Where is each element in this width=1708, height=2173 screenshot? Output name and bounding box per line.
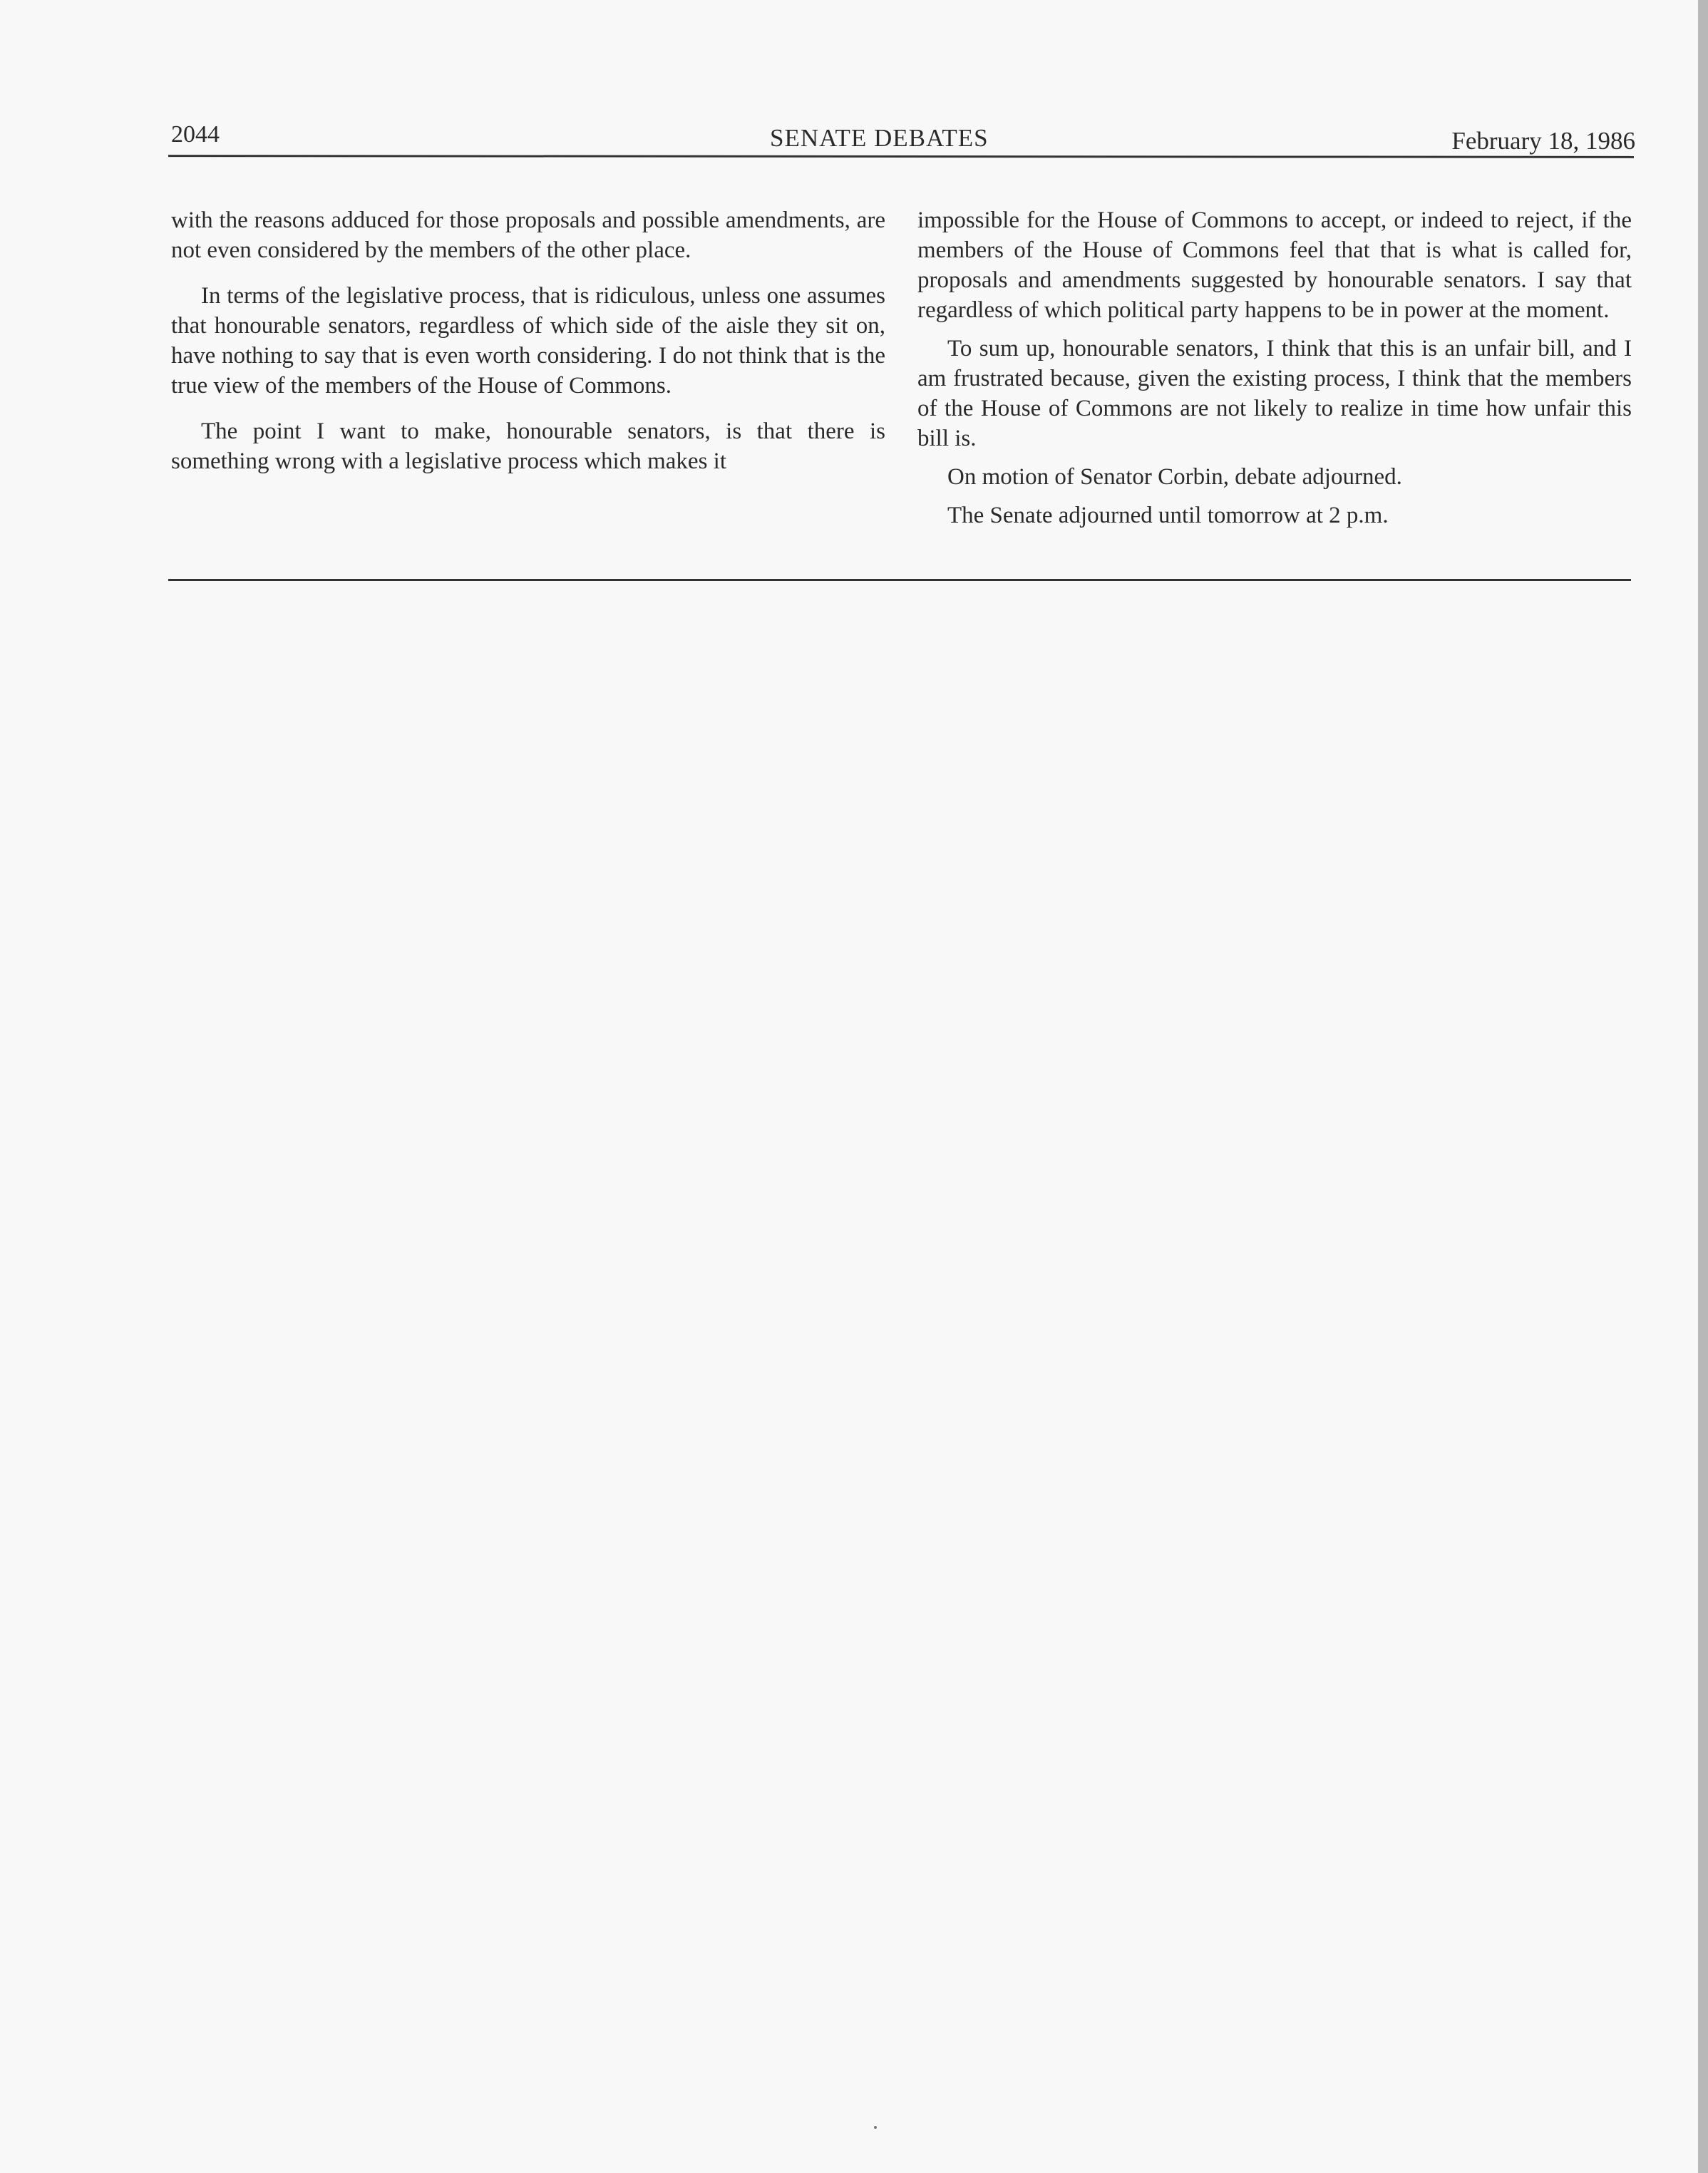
right-column: [917, 205, 1632, 539]
page-number: 2044: [171, 121, 220, 148]
paragraph: with the reasons adduced for those proposals and possible amendments, are not even considered by the members of the other place.: [171, 207, 885, 263]
paragraph: In terms of the legislative process, that is ridiculous, unless one assumes that honourable senators, regardless of which side of the aisle they sit on, have nothing to say that is even worth considering. I do not think that is the true view of the members of the House of Commons.: [171, 283, 885, 399]
left-column: [171, 205, 885, 492]
scan-edge: [1698, 0, 1708, 2173]
paragraph: impossible for the House of Commons to accept, or indeed to reject, if the members of the House of Commons feel that that is what is called for, proposals and amendments suggested by honourable senators. I say that regardless of which political party happens to be in power at the moment.: [917, 207, 1632, 323]
paragraph: The point I want to make, honourable senators, is that there is something wrong with a legislative process which makes it: [171, 418, 885, 474]
running-title: SENATE DEBATES: [770, 124, 989, 152]
paragraph: To sum up, honourable senators, I think that this is an unfair bill, and I am frustrated because, given the existing process, I think that the members of the House of Commons are not likely to realize in time how unfair this bill is.: [917, 336, 1632, 451]
adjournment-paragraph: The Senate adjourned until tomorrow at 2 p.m.: [947, 503, 1389, 528]
scan-speck: [874, 2126, 877, 2129]
header-rule: [168, 155, 1634, 158]
footer-rule: [168, 579, 1631, 581]
motion-paragraph: On motion of Senator Corbin, debate adjourned.: [947, 464, 1402, 490]
page-date: February 18, 1986: [1451, 127, 1635, 155]
